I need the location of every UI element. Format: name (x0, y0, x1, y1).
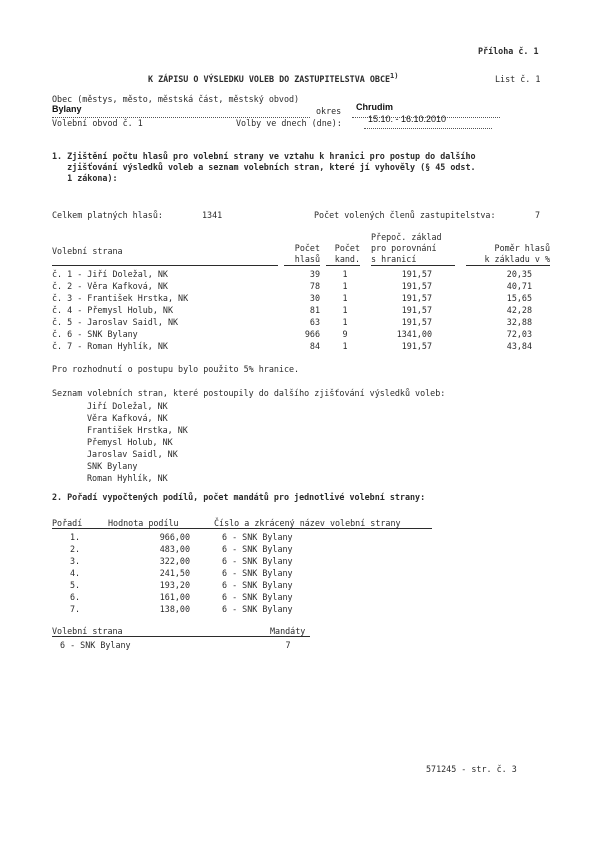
col-votes (284, 268, 320, 352)
document-title-text: K ZÁPISU O VÝSLEDKU VOLEB DO ZASTUPITELSTVA OBCE (148, 73, 391, 84)
table-row-votes: 30 (309, 293, 320, 303)
mandate-row-count: 7 (285, 640, 291, 650)
advancing-party: Roman Hyhlík, NK (87, 473, 168, 483)
shares-header-underline (52, 528, 432, 529)
table-row-ratio: 20,35 (506, 269, 532, 279)
section2-heading: 2. Pořadí vypočtených podílů, počet mandátů pro jednotlivé volební strany: (52, 492, 426, 502)
table-row-party: č. 5 - Jaroslav Saidl, NK (52, 317, 179, 327)
share-row-order: 2. (70, 544, 81, 554)
table-row-base: 191,57 (401, 293, 432, 303)
table-row-votes: 84 (309, 341, 320, 351)
col-mandates (278, 639, 298, 651)
share-row-party: 6 - SNK Bylany (222, 532, 293, 542)
table-row-votes: 81 (309, 305, 320, 315)
advancing-label: Seznam volebních stran, které postoupily do dalšího zjišťování výsledků voleb: (52, 388, 446, 398)
table-row-party: č. 4 - Přemysl Holub, NK (52, 305, 174, 315)
th-votes: Počet hlasů (284, 243, 320, 266)
col-value (140, 531, 190, 615)
advancing-list (87, 400, 188, 484)
col-candidates (330, 268, 360, 352)
table-row-votes: 78 (309, 281, 320, 291)
share-row-order: 7. (70, 604, 81, 614)
share-row-order: 5. (70, 580, 81, 590)
table-row-base: 1341,00 (396, 329, 432, 339)
table-row-votes: 39 (309, 269, 320, 279)
mandate-row-party: 6 - SNK Bylany (60, 640, 131, 650)
share-row-party: 6 - SNK Bylany (222, 568, 293, 578)
share-row-value: 241,50 (159, 568, 190, 578)
table-row-party: č. 1 - Jiří Doležal, NK (52, 269, 168, 279)
table-row-votes: 966 (304, 329, 320, 339)
table-row-base: 191,57 (401, 281, 432, 291)
share-row-value: 138,00 (159, 604, 190, 614)
share-row-order: 6. (70, 592, 81, 602)
table-row-base: 191,57 (401, 317, 432, 327)
table-row-base: 191,57 (401, 269, 432, 279)
col-shares-party (222, 531, 293, 615)
advancing-party: Jiří Doležal, NK (87, 401, 168, 411)
advancing-party: Jaroslav Saidl, NK (87, 449, 178, 459)
share-row-party: 6 - SNK Bylany (222, 604, 293, 614)
share-row-value: 483,00 (159, 544, 190, 554)
th-shares-party: Číslo a zkrácený název volební strany (214, 518, 401, 528)
table-row-ratio: 43,84 (506, 341, 532, 351)
table-row-candidates: 1 (342, 341, 348, 351)
th-party-underline (52, 257, 278, 266)
table-row-ratio: 72,03 (506, 329, 532, 339)
th-value: Hodnota podílu (108, 518, 179, 528)
advancing-party: František Hrstka, NK (87, 425, 188, 435)
table-row-candidates: 1 (342, 293, 348, 303)
municipality-line (52, 106, 310, 118)
advancing-party: Věra Kafková, NK (87, 413, 168, 423)
document-title (148, 72, 398, 84)
share-row-party: 6 - SNK Bylany (222, 580, 293, 590)
elected-value: 7 (535, 210, 541, 220)
municipality-label: Obec (městys, město, městská část, městský obvod) (52, 94, 300, 104)
table-row-ratio: 32,88 (506, 317, 532, 327)
table-row-party: č. 2 - Věra Kafková, NK (52, 281, 168, 291)
table-row-ratio: 15,65 (506, 293, 532, 303)
col-mandates-party (60, 639, 131, 651)
table-row-candidates: 9 (342, 329, 348, 339)
table-row-candidates: 1 (342, 305, 348, 315)
share-row-value: 193,20 (159, 580, 190, 590)
th-order: Pořadí (52, 518, 83, 528)
table-row-votes: 63 (309, 317, 320, 327)
table-row-candidates: 1 (342, 281, 348, 291)
share-row-order: 3. (70, 556, 81, 566)
share-row-party: 6 - SNK Bylany (222, 544, 293, 554)
district-label: okres (316, 106, 342, 116)
valid-votes-label: Celkem platných hlasů: (52, 210, 163, 220)
share-row-order: 1. (70, 532, 81, 542)
dates-value: 15.10. - 16.10.2010 (368, 114, 447, 124)
th-mandates-party: Volební strana (52, 626, 123, 636)
table-row-base: 191,57 (401, 341, 432, 351)
table-row-party: č. 3 - František Hrstka, NK (52, 293, 189, 303)
table-row-base: 191,57 (401, 305, 432, 315)
municipality-value: Bylany (52, 104, 82, 114)
table-row-ratio: 42,28 (506, 305, 532, 315)
mandates-header-underline (52, 636, 310, 637)
col-base (380, 268, 432, 352)
table-row-party: č. 7 - Roman Hyhlík, NK (52, 341, 168, 351)
table-row-party: č. 6 - SNK Bylany (52, 329, 138, 339)
share-row-party: 6 - SNK Bylany (222, 592, 293, 602)
page-footer: 571245 - str. č. 3 (426, 764, 517, 774)
dates-label: Volby ve dnech (dne): (236, 118, 342, 128)
sheet-number: List č. 1 (495, 74, 541, 84)
th-base: Přepoč. základ pro porovnání s hranicí (371, 232, 455, 266)
share-row-value: 161,00 (159, 592, 190, 602)
valid-votes-value: 1341 (202, 210, 223, 220)
advancing-party: SNK Bylany (87, 461, 138, 471)
share-row-order: 4. (70, 568, 81, 578)
share-row-value: 322,00 (159, 556, 190, 566)
title-footnote: 1) (390, 72, 399, 80)
col-order (70, 531, 80, 615)
th-mandates: Mandáty (270, 626, 306, 636)
advancing-party: Přemysl Holub, NK (87, 437, 173, 447)
th-party: Volební strana (52, 246, 123, 256)
threshold-note: Pro rozhodnutí o postupu bylo použito 5% hranice. (52, 364, 300, 374)
col-party (52, 268, 188, 352)
table-row-candidates: 1 (342, 269, 348, 279)
col-ratio (480, 268, 532, 352)
share-row-value: 966,00 (159, 532, 190, 542)
th-ratio: Poměr hlasů k základu v % (466, 243, 550, 266)
th-candidates: Počet kand. (326, 243, 360, 266)
attachment-label: Příloha č. 1 (478, 46, 539, 56)
section1-heading: 1. Zjištění počtu hlasů pro volební strany ve vztahu k hranici pro postup do dalšího zjišťování výsledků voleb a seznam volebních stran, které jí vyhověly (§ 45 odst. 1 zákona): (52, 151, 476, 183)
district-value: Chrudim (356, 102, 393, 112)
table-row-ratio: 40,71 (506, 281, 532, 291)
table-row-candidates: 1 (342, 317, 348, 327)
elected-label: Počet volených členů zastupitelstva: (314, 210, 496, 220)
ward-label: Volební obvod č. 1 (52, 118, 143, 128)
share-row-party: 6 - SNK Bylany (222, 556, 293, 566)
